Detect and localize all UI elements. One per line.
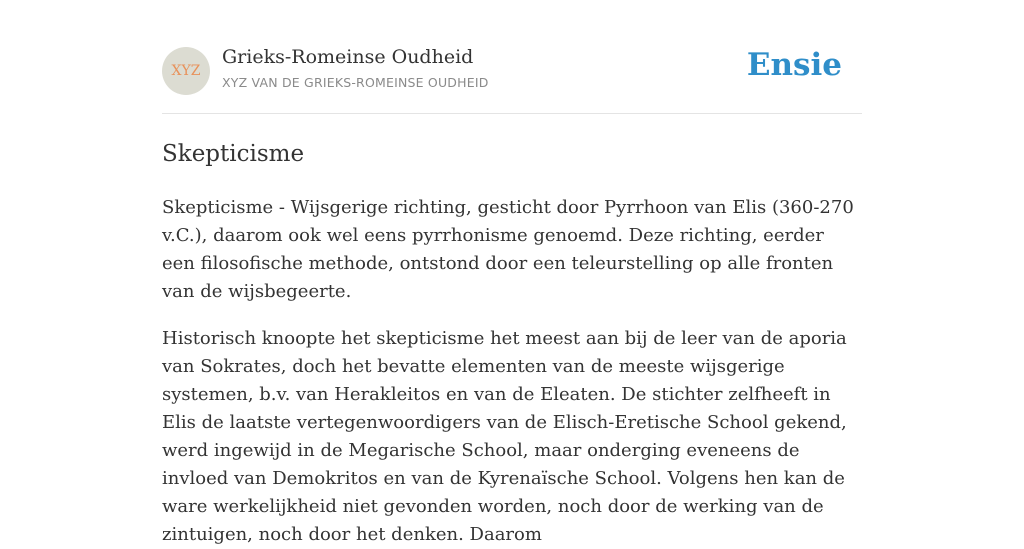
page <box>162 0 862 549</box>
book-avatar[interactable]: XYZ <box>162 47 210 95</box>
book-subtitle[interactable]: XYZ VAN DE GRIEKS-ROMEINSE OUDHEID <box>222 75 489 90</box>
entry-paragraph: Skepticisme - Wijsgerige richting, gesticht door Pyrrhoon van Elis (360-270 v.C.), daarom ook wel eens pyrrhonisme genoemd. Deze richting, eerder een filosofische methode, ontstond door een teleurstelling op alle fronten van de wijsbegeerte. <box>162 196 854 302</box>
entry-paragraph: Historisch knoopte het skepticisme het meest aan bij de leer van de aporia van Sokrates, doch het bevatte elementen van de meeste wijsgerige systemen, b.v. van Herakleitos en van de Eleaten. De stichter zelfheeft in Elis de laatste vertegenwoordigers van de Elisch-Eretische School gekend, werd ingewijd in de Megarische School, maar onderging eveneens de invloed van Demokritos en van de Kyrenaïsche School. Volgens hen kan de ware werkelijkheid niet gevonden worden, noch door de werking van de zintuigen, noch door het denken. Daarom <box>162 327 847 545</box>
book-title[interactable]: Grieks-Romeinse Oudheid <box>222 46 474 68</box>
header <box>162 0 862 114</box>
entry-title: Skepticisme <box>162 141 305 167</box>
ensie-logo-link[interactable]: Ensie <box>746 47 842 83</box>
